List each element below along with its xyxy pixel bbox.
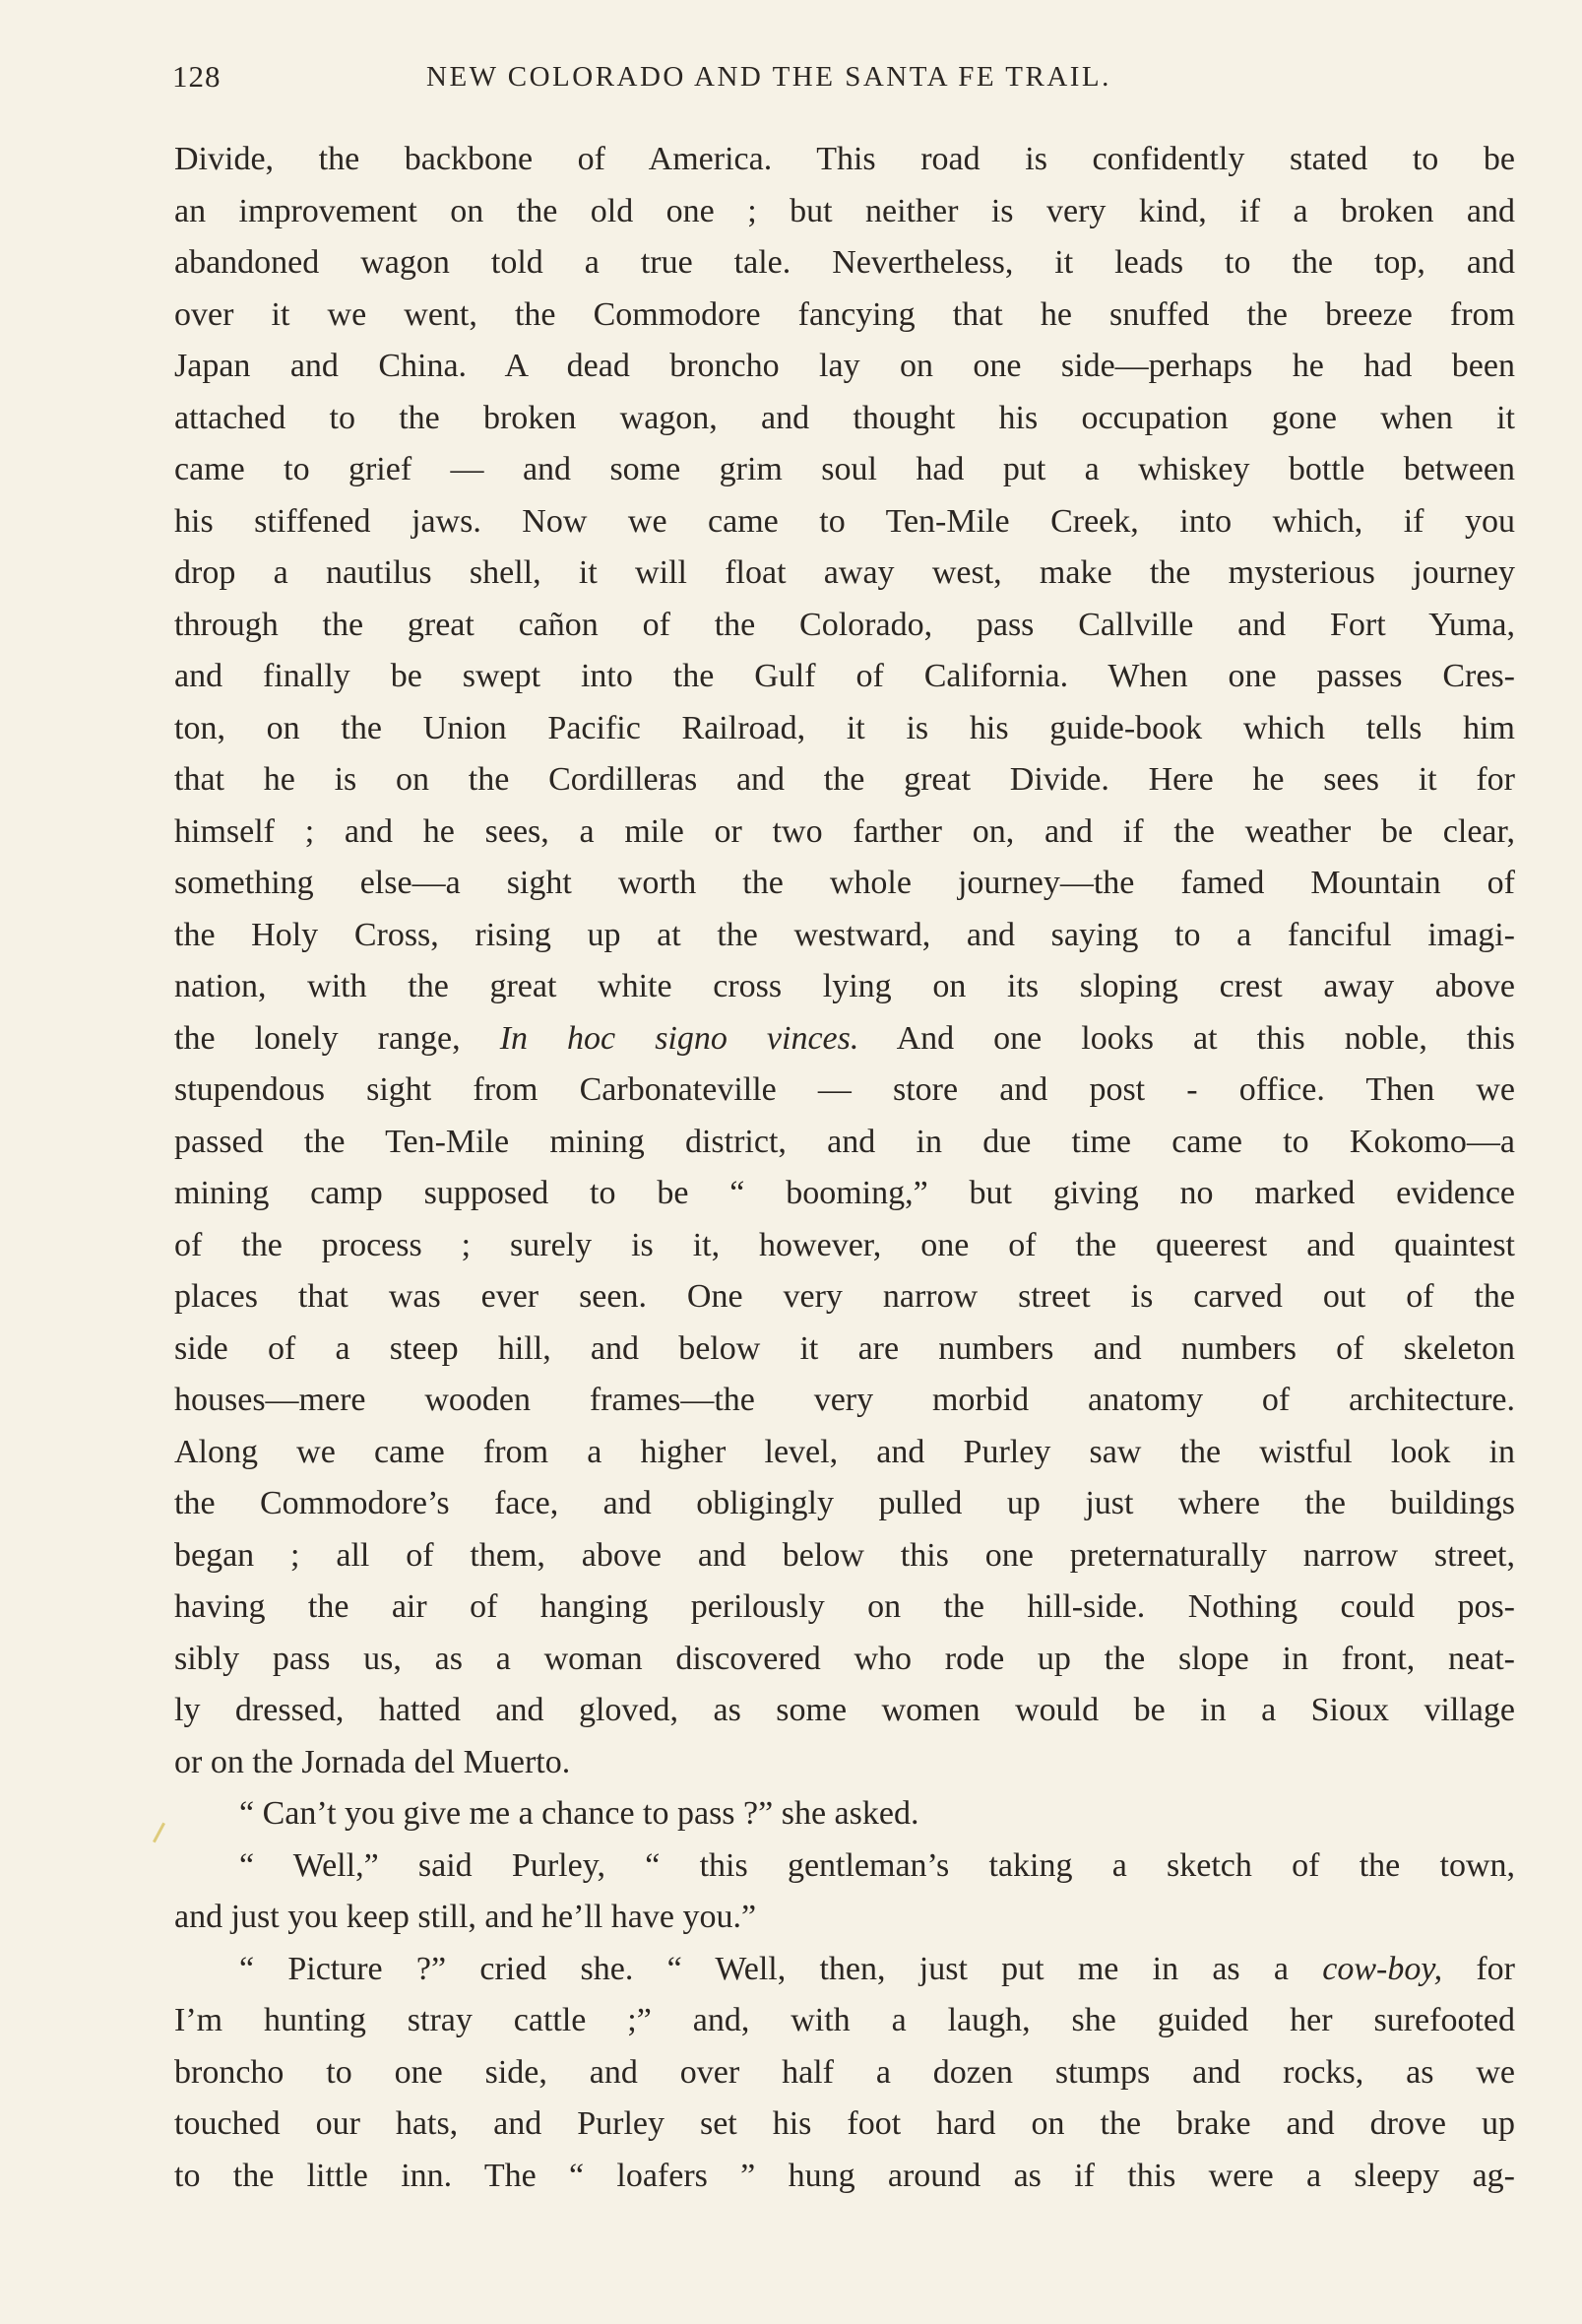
line-segment: for (1442, 1950, 1515, 1987)
text-line: broncho to one side, and over half a dozen stumps and rocks, as we (174, 2053, 1515, 2091)
line-segment: “ Picture ?” cried she. “ Well, then, just put me in as a (239, 1950, 1323, 1987)
dialogue-line: “ Well,” said Purley, “ this gentleman’s taking a sketch of the town, (239, 1846, 1515, 1884)
text-line: himself ; and he sees, a mile or two farther on, and if the weather be clear, (174, 812, 1515, 850)
text-line: through the great cañon of the Colorado, pass Callville and Fort Yuma, (174, 606, 1515, 643)
text-line: over it we went, the Commodore fancying that he snuffed the breeze from (174, 295, 1515, 333)
text-line: to the little inn. The “ loafers ” hung around as if this were a sleepy ag- (174, 2157, 1515, 2194)
text-line: came to grief — and some grim soul had put a whiskey bottle between (174, 451, 1515, 487)
text-line: ton, on the Union Pacific Railroad, it is his guide-book which tells him (174, 709, 1515, 746)
text-line: began ; all of them, above and below this one preternaturally narrow street, (174, 1536, 1515, 1574)
running-head: NEW COLORADO AND THE SANTA FE TRAIL. (426, 61, 1111, 93)
text-line: passed the Ten-Mile mining district, and in due time came to Kokomo—a (174, 1123, 1515, 1160)
dialogue-line-with-italic (174, 1944, 1515, 1996)
line-segment: And one looks at this noble, this (858, 1019, 1516, 1057)
text-line: an improvement on the old one ; but neither is very kind, if a broken and (174, 192, 1515, 229)
text-line: his stiffened jaws. Now we came to Ten-Mile Creek, into which, if you (174, 502, 1515, 540)
text-line: and just you keep still, and he’ll have you.” (174, 1899, 757, 1935)
text-line: ly dressed, hatted and gloved, as some women would be in a Sioux village (174, 1692, 1515, 1728)
page-header (172, 59, 1516, 108)
text-line: attached to the broken wagon, and thought his occupation gone when it (174, 399, 1515, 436)
text-line: sibly pass us, as a woman discovered who rode up the slope in front, neat- (174, 1640, 1515, 1677)
text-line: houses—mere wooden frames—the very morbid anatomy of architecture. (174, 1382, 1515, 1418)
text-line-with-latin (174, 1013, 1515, 1065)
text-line: places that was ever seen. One very narrow street is carved out of the (174, 1278, 1515, 1315)
text-line: Along we came from a higher level, and Purley saw the wistful look in (174, 1433, 1515, 1470)
line-segment: the lonely range, (174, 1019, 500, 1057)
text-line: drop a nautilus shell, it will float away west, make the mysterious journey (174, 554, 1515, 591)
text-line: Divide, the backbone of America. This road is confidently stated to be (174, 141, 1515, 177)
italic-word: cow-boy, (1322, 1950, 1443, 1987)
text-line: stupendous sight from Carbonateville — store and post - office. Then we (174, 1071, 1515, 1108)
text-line: and finally be swept into the Gulf of California. When one passes Cres- (174, 658, 1515, 694)
text-line: something else—a sight worth the whole journey—the famed Mountain of (174, 865, 1515, 901)
body-text (174, 134, 1515, 2202)
text-line: the Commodore’s face, and obligingly pulled up just where the buildings (174, 1485, 1515, 1521)
text-line: or on the Jornada del Muerto. (174, 1743, 571, 1780)
text-line: nation, with the great white cross lying on its sloping crest away above (174, 968, 1515, 1004)
text-line: that he is on the Cordilleras and the great Divide. Here he sees it for (174, 761, 1515, 798)
text-line: having the air of hanging perilously on the hill-side. Nothing could pos- (174, 1588, 1515, 1625)
text-line: touched our hats, and Purley set his foot hard on the brake and drove up (174, 2105, 1515, 2142)
text-line: side of a steep hill, and below it are numbers and numbers of skeleton (174, 1329, 1515, 1367)
text-line: I’m hunting stray cattle ;” and, with a laugh, she guided her surefooted (174, 2002, 1515, 2038)
text-line: Japan and China. A dead broncho lay on one side—perhaps he had been (174, 348, 1515, 384)
page-number: 128 (172, 59, 221, 94)
text-line: the Holy Cross, rising up at the westward, and saying to a fanciful imagi- (174, 916, 1515, 953)
dialogue-line: “ Can’t you give me a chance to pass ?” she asked. (239, 1795, 919, 1832)
text-line: of the process ; surely is it, however, one of the queerest and quaintest (174, 1226, 1515, 1263)
text-line: abandoned wagon told a true tale. Nevertheless, it leads to the top, and (174, 244, 1515, 281)
margin-ink-mark (153, 1823, 165, 1843)
text-line: mining camp supposed to be “ booming,” but giving no marked evidence (174, 1175, 1515, 1211)
latin-motto: In hoc signo vinces. (499, 1019, 859, 1057)
